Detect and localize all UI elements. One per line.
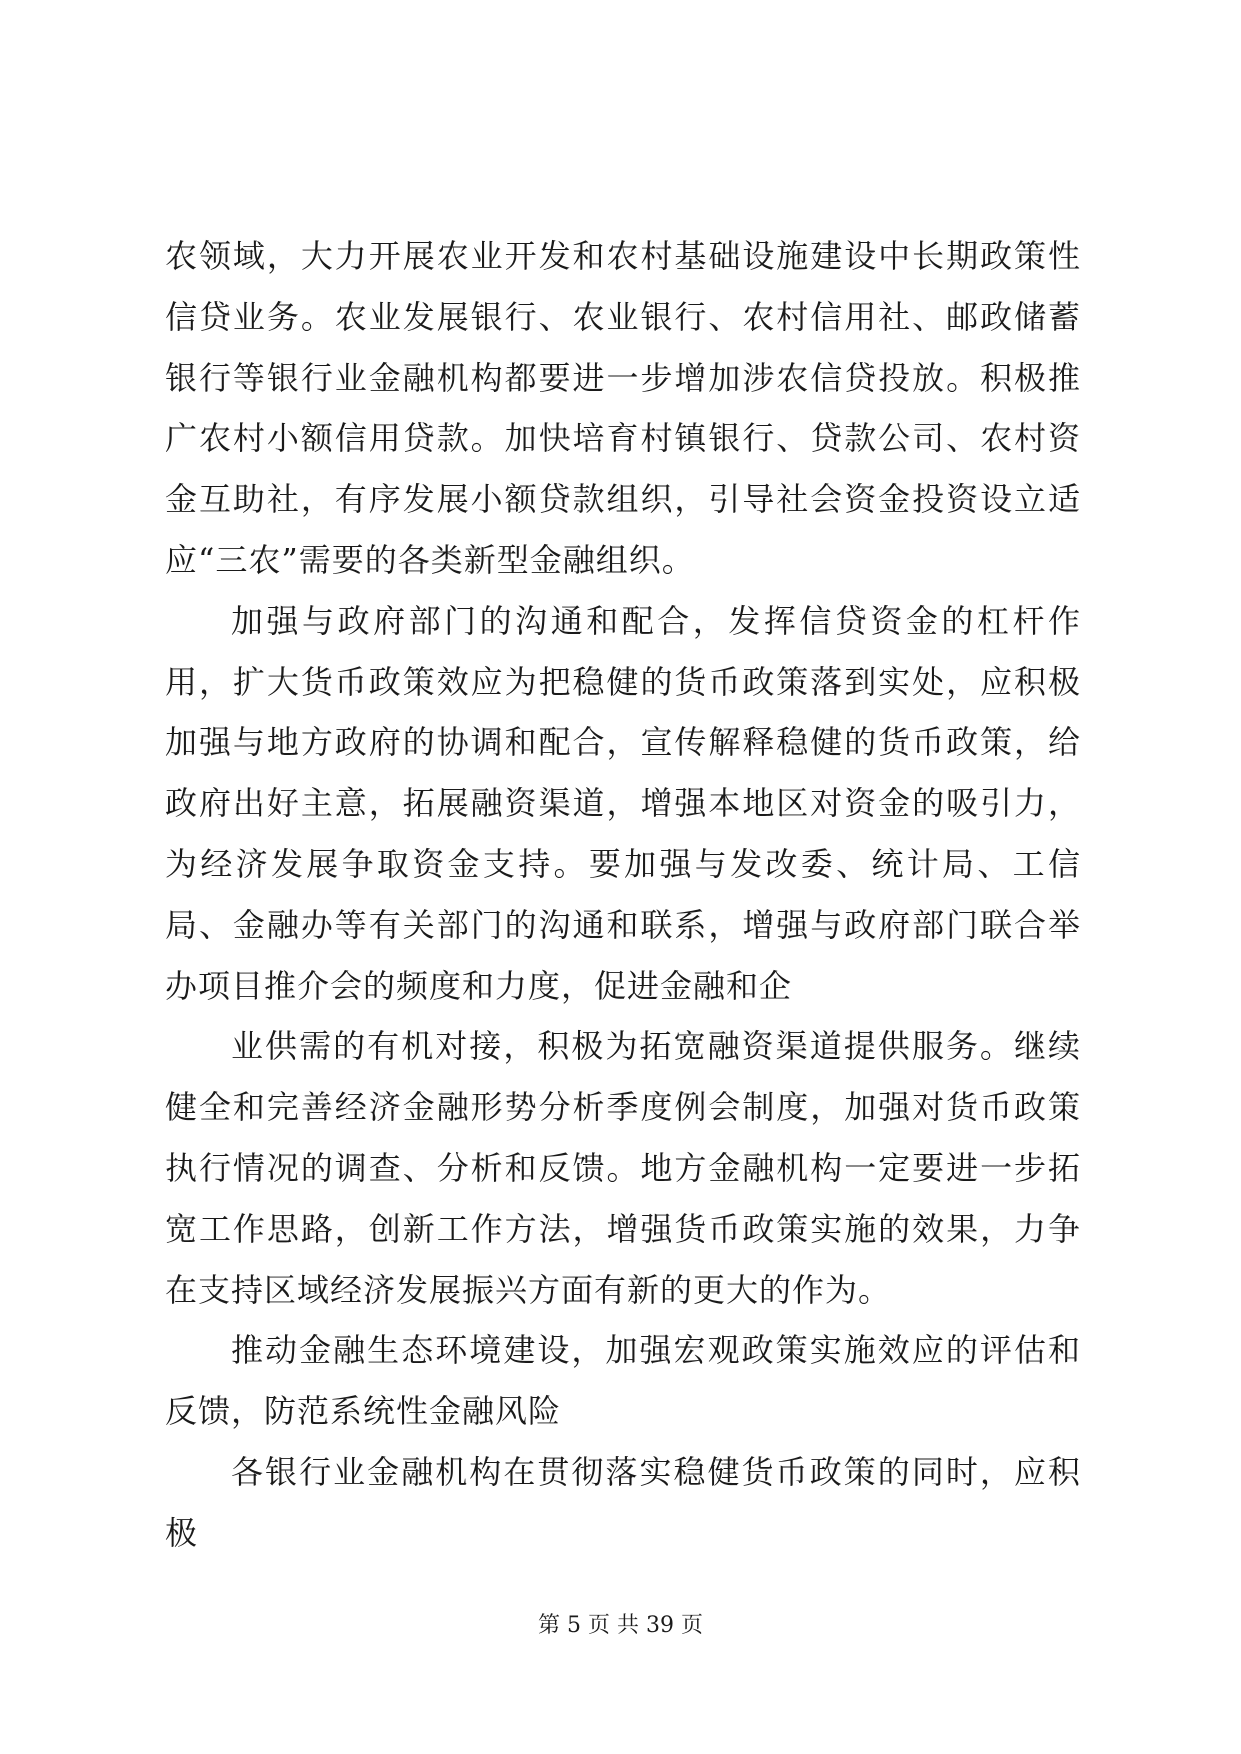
document-body — [165, 226, 1081, 1564]
page-number-footer: 第 5 页 共 39 页 — [538, 1613, 703, 1638]
paragraph-section-heading: 推动金融生态环境建设，加强宏观政策实施效应的评估和反馈，防范系统性金融风险 — [165, 1331, 1081, 1431]
paragraph-banking-institutions: 各银行业金融机构在贯彻落实稳健货币政策的同时，应积极 — [165, 1452, 1081, 1552]
paragraph-financing-channels: 业供需的有机对接，积极为拓宽融资渠道提供服务。继续健全和完善经济金融形势分析季度例会制度，加强对货币政策执行情况的调查、分析和反馈。地方金融机构一定要进一步拓宽工作思路，创新工作方法，增强货币政策实施的效果，力争在支持区域经济发展振兴方面有新的更大的作为。 — [165, 1027, 1081, 1309]
paragraph-continuation: 农领域，大力开展农业开发和农村基础设施建设中长期政策性信贷业务。农业发展银行、农业银行、农村信用社、邮政储蓄银行等银行业金融机构都要进一步增加涉农信贷投放。积极推广农村小额信用贷款。加快培育村镇银行、贷款公司、农村资金互助社，有序发展小额贷款组织，引导社会资金投资设立适应“三农”需要的各类新型金融组织。 — [165, 237, 1081, 579]
paragraph-government-coordination: 加强与政府部门的沟通和配合，发挥信贷资金的杠杆作用，扩大货币政策效应为把稳健的货币政策落到实处，应积极加强与地方政府的协调和配合，宣传解释稳健的货币政策，给政府出好主意，拓展融资渠道，增强本地区对资金的吸引力，为经济发展争取资金支持。要加强与发改委、统计局、工信局、金融办等有关部门的沟通和联系，增强与政府部门联合举办项目推介会的频度和力度，促进金融和企 — [165, 601, 1081, 1005]
